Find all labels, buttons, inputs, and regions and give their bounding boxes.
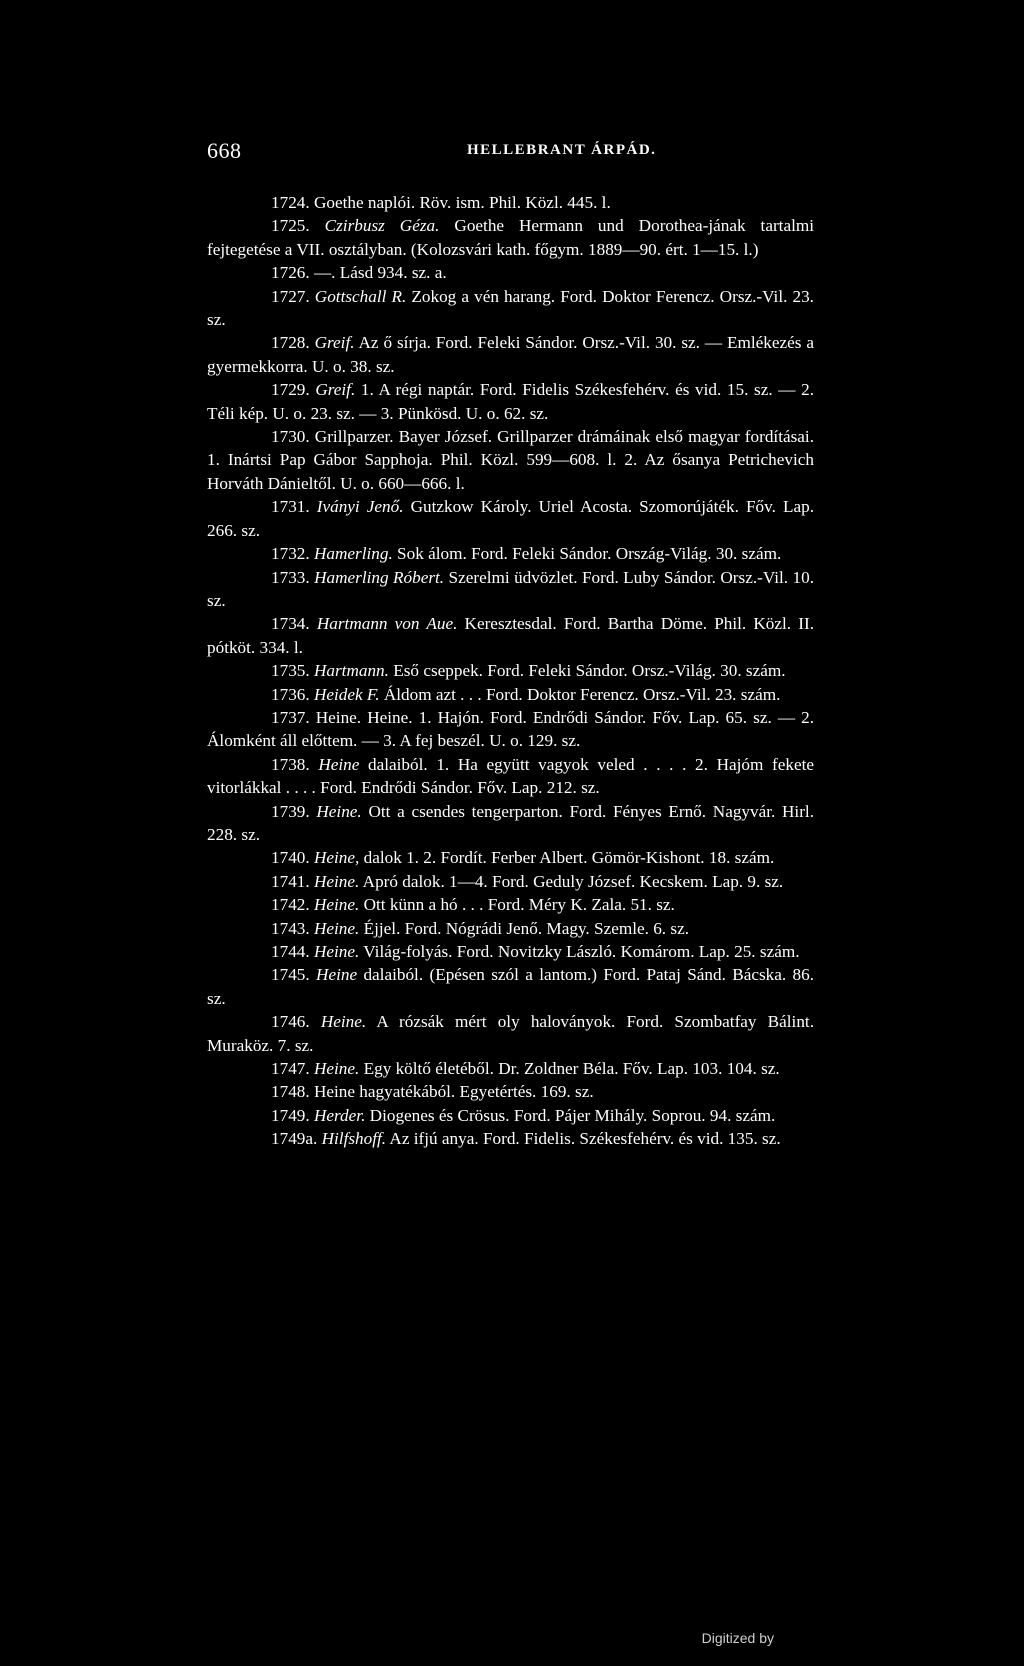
entry-number: 1725. [271, 216, 310, 236]
digitized-by-label: Digitized by [701, 1630, 774, 1646]
entry-author: Heine, [313, 848, 360, 868]
entry-text: Apró dalok. 1—4. Ford. Geduly József. Kecskem. Lap. 9. sz. [359, 871, 784, 891]
running-head: HELLEBRANT ÁRPÁD. [467, 142, 657, 158]
bibliography-entry [207, 1080, 814, 1103]
entry-text: Az ifjú anya. Ford. Fidelis. Székesfehérv. és vid. 135. sz. [386, 1129, 781, 1149]
entry-text: Keresztesdal. Ford. Bartha Döme. Phil. Közl. II. pótköt. 334. l. [207, 614, 814, 657]
bibliography-entry [207, 378, 814, 425]
entry-author: Heine. [313, 942, 360, 961]
entry-text: Zokog a vén harang. Ford. Doktor Ferencz. Orsz.-Vil. 23. sz. [207, 286, 814, 330]
entry-number: 1749a. [271, 1129, 318, 1149]
bibliography-entry [207, 566, 814, 613]
entry-author: Czirbusz Géza. [324, 216, 440, 236]
entry-number: 1747. [271, 1059, 310, 1079]
entry-author: Heine. [316, 801, 362, 821]
bibliography-entry [207, 612, 814, 659]
entry-author: Heidek F. [313, 684, 380, 704]
bibliography-entry [207, 963, 814, 1010]
entry-author: Hilfshoff. [321, 1129, 387, 1149]
entry-number: 1733. [271, 567, 310, 587]
bibliography-entry [207, 1104, 814, 1127]
entry-text: —. Lásd 934. sz. a. [313, 263, 447, 283]
entry-number: 1735. [271, 661, 310, 681]
entry-number: 1746. [271, 1012, 310, 1032]
entry-author: Gottschall R. [314, 286, 407, 306]
entry-number: 1732. [271, 544, 310, 564]
entry-text: dalaiból. (Epésen szól a lantom.) Ford. Pataj Sánd. Bácska. 86. sz. [207, 965, 815, 1008]
entry-text: Szerelmi üdvözlet. Ford. Luby Sándor. Orsz.-Vil. 10. sz. [207, 567, 814, 610]
bibliography-entry [207, 191, 814, 214]
entry-author: Hartmann. [313, 661, 389, 681]
entry-author: Iványi Jenő. [316, 497, 404, 517]
entry-text: Goethe naplói. Röv. ism. Phil. Közl. 445. l. [313, 193, 611, 212]
entry-text: Egy költő életéből. Dr. Zoldner Béla. Főv. Lap. 103. 104. sz. [359, 1059, 780, 1079]
entry-number: 1730. [271, 427, 310, 447]
entry-text: Sok álom. Ford. Feleki Sándor. Ország-Világ. 30. szám. [392, 544, 782, 564]
entry-author: Heine. [313, 1059, 360, 1079]
bibliography-entry [207, 495, 814, 542]
entry-number: 1728. [271, 333, 310, 353]
entry-author: Heine. [313, 918, 360, 938]
entry-author: Heine. [313, 871, 360, 891]
entry-text: dalaiból. 1. Ha együtt vagyok veled . . . . 2. Hajóm fekete vitorlákkal . . . . Ford. Endrődi Sándor. Főv. Lap. 212. sz. [207, 754, 814, 798]
entry-number: 1734. [271, 614, 310, 634]
entry-number: 1731. [271, 497, 310, 517]
entry-number: 1724. [271, 193, 310, 212]
entry-text: A rózsák mért oly haloványok. Ford. Szombatfay Bálint. Muraköz. 7. sz. [207, 1012, 814, 1055]
bibliography-entry [207, 917, 814, 940]
entry-author: Hamerling. [313, 544, 393, 564]
entry-number: 1748. [271, 1082, 310, 1102]
entry-text: Eső cseppek. Ford. Feleki Sándor. Orsz.-Világ. 30. szám. [388, 661, 786, 681]
entry-number: 1749. [271, 1105, 310, 1125]
entry-number: 1742. [271, 895, 310, 915]
entry-author: Greif. [315, 380, 356, 400]
entry-number: 1738. [271, 754, 310, 774]
entry-text: Heine. Heine. 1. Hajón. Ford. Endrődi Sándor. Főv. Lap. 65. sz. — 2. Álomként áll előttem. — 3. A fej beszél. U. o. 129. sz. [207, 707, 814, 751]
entry-number: 1744. [271, 942, 310, 961]
entry-author: Heine. [313, 895, 360, 915]
bibliography-entry [207, 683, 814, 706]
entry-text: Gutzkow Károly. Uriel Acosta. Szomorújáték. Főv. Lap. 266. sz. [207, 497, 815, 540]
entry-text: Heine hagyatékából. Egyetértés. 169. sz. [313, 1082, 594, 1102]
entry-author: Hartmann von Aue. [316, 614, 458, 634]
page-number: 668 [207, 138, 242, 163]
entry-text: dalok 1. 2. Fordít. Ferber Albert. Gömör-Kishont. 18. szám. [359, 848, 775, 868]
bibliography-entry [207, 214, 814, 261]
entry-number: 1737. [271, 707, 310, 727]
page-header [207, 138, 814, 168]
entry-text: Áldom azt . . . Ford. Doktor Ferencz. Orsz.-Vil. 23. szám. [379, 684, 781, 704]
bibliography-entry [207, 1127, 814, 1150]
entry-number: 1745. [271, 965, 310, 985]
entry-text: Goethe Hermann und Dorothea-jának tartalmi fejtegetése a VII. osztályban. (Kolozsvári kath. főgym. 1889—90. ért. 1—15. l.) [207, 216, 814, 259]
bibliography-entry [207, 753, 814, 800]
entry-number: 1743. [271, 918, 310, 938]
entry-text: Ott a csendes tengerparton. Ford. Fényes Ernő. Nagyvár. Hirl. 228. sz. [207, 801, 814, 844]
entry-text: Világ-folyás. Ford. Novitzky László. Komárom. Lap. 25. szám. [359, 942, 800, 961]
bibliography-entry [207, 542, 814, 565]
bibliography-entry [207, 1010, 814, 1057]
entry-text: 1. A régi naptár. Ford. Fidelis Székesfehérv. és vid. 15. sz. — 2. Téli kép. U. o. 23. sz. — 3. Pünkösd. U. o. 62. sz. [207, 380, 814, 423]
bibliography-entry [207, 940, 814, 963]
entry-number: 1741. [271, 871, 310, 891]
entry-text: Ott künn a hó . . . Ford. Méry K. Zala. 51. sz. [359, 895, 675, 915]
bibliography-entry [207, 846, 814, 869]
entry-author: Heine [318, 754, 360, 774]
bibliography-entry [207, 261, 814, 284]
entry-number: 1740. [271, 848, 310, 868]
bibliography-entry [207, 893, 814, 916]
entry-number: 1739. [271, 801, 310, 821]
entry-text: Az ő sírja. Ford. Feleki Sándor. Orsz.-Vil. 30. sz. — Emlékezés a gyermekkorra. U. o. 38. sz. [207, 333, 814, 376]
entry-author: Hamerling Róbert. [314, 567, 445, 587]
bibliography-entry [207, 331, 814, 378]
bibliography-entry [207, 870, 814, 893]
entry-text: Diogenes és Crösus. Ford. Pájer Mihály. Soprou. 94. szám. [365, 1105, 776, 1125]
bibliography-entry [207, 706, 814, 753]
entry-number: 1726. [271, 263, 310, 283]
bibliography-entry [207, 425, 814, 495]
entry-number: 1736. [271, 684, 310, 704]
bibliography-entry [207, 659, 814, 682]
entry-text: Grillparzer. Bayer József. Grillparzer drámáinak első magyar fordításai. 1. Inártsi Pap Gábor Sapphoja. Phil. Közl. 599—608. l. 2. Az ősanya Petrichevich Horváth Dánieltől. U. o. 660—666. l. [207, 427, 815, 493]
entry-author: Herder. [313, 1105, 366, 1125]
entry-author: Heine. [320, 1012, 367, 1032]
bibliography-entries [207, 191, 814, 1151]
entry-author: Heine [316, 965, 358, 985]
entry-number: 1727. [271, 286, 310, 306]
bibliography-entry [207, 800, 814, 847]
bibliography-entry [207, 285, 814, 332]
entry-number: 1729. [271, 380, 310, 400]
bibliography-entry [207, 1057, 814, 1080]
entry-text: Éjjel. Ford. Nógrádi Jenő. Magy. Szemle. 6. sz. [359, 918, 689, 938]
entry-author: Greif. [314, 333, 355, 353]
